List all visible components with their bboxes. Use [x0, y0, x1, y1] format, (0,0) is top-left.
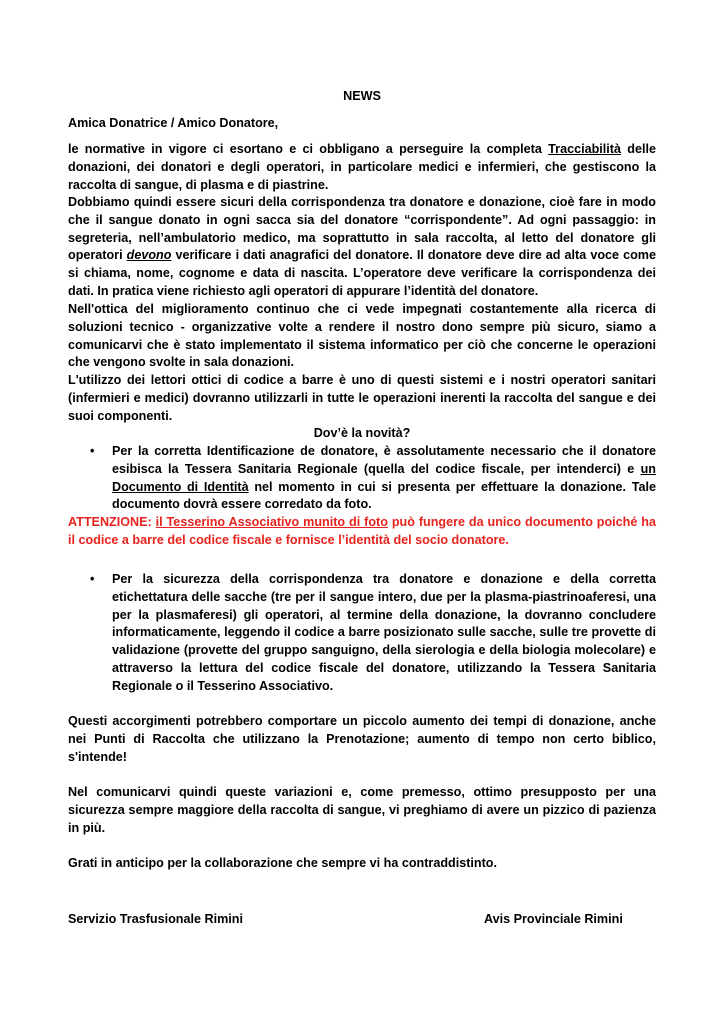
attention-label: ATTENZIONE: — [68, 515, 156, 529]
signature-avis: Avis Provinciale Rimini — [484, 912, 623, 926]
bullet-marker: • — [90, 444, 95, 458]
signature-trasfusionale: Servizio Trasfusionale Rimini — [68, 912, 243, 926]
identity-paragraph: Dobbiamo quindi essere sicuri della corrispondenza tra donatore e donazione, cioè fare in modo che il sangue donato in ogni sacca sia del donatore “corrispondente”. Ad ogni passaggio: in segreteria, nell’ambulatorio medico, ma soprattutto in sala raccolta, al letto del donatore gli operatori devono verificare i dati anagrafici del donatore. Il donatore deve dire ad alta voce come si chiama, nome, cognome e data di nascita. L’operatore deve verificare la corrispondenza dei dati. In pratica viene richiesto agli operatori di appurare l’identità del donatore. — [68, 195, 656, 298]
barcode-paragraph: L'utilizzo dei lettori ottici di codice a barre è uno di questi sistemi e i nostri operatori sanitari (infermieri e medici) dovranno utilizzarli in tutte le operazioni inerenti la raccolta del sangue e dei suoi componenti. — [68, 373, 656, 423]
bullet-identification: Per la corretta Identificazione de donatore, è assolutamente necessario che il donatore esibisca la Tessera Sanitaria Regionale (quella del codice fiscale, per intenderci) e un Documento di Identità nel momento in cui si presenta per effettuare la donazione. Tale documento dovrà essere corredato da foto. — [112, 444, 657, 512]
bullet-labelling: Per la sicurezza della corrispondenza tra donatore e donazione e della corretta etichettatura delle sacche (tre per il sangue intero, due per la plasma-piastrinoaferesi, una per la plasmaferesi) gli operatori, al termine della donazione, la dovranno concludere informaticamente, leggendo il codice a barre posizionato sulle sacche, sulle tre provette di validazione (provette del gruppo sanguigno, della sierologia e della biologia molecolare) e attraverso la lettura del codice fiscale del donatore, utilizzando la Tessera Sanitaria Regionale o il Tesserino Associativo. — [112, 572, 656, 693]
news-subheading: Dov’è la novità? — [313, 426, 411, 440]
documento-identita: un Documento di Identità — [112, 461, 656, 494]
intro-paragraph: le normative in vigore ci esortano e ci obbligano a perseguire la completa Tracciabilità delle donazioni, dei donatori e degli operatori, in particolare medici e infermieri, che gestiscono la raccolta di sangue, di plasma e di piastrine. — [68, 142, 656, 192]
bullet-marker: • — [90, 572, 95, 586]
news-title: NEWS — [343, 89, 381, 103]
salutation: Amica Donatrice / Amico Donatore, — [68, 116, 279, 130]
devono-emphasis: devono — [126, 248, 172, 263]
tracciabilita-term: Tracciabilità — [548, 142, 621, 156]
improvement-paragraph: Nell'ottica del miglioramento continuo che ci vede impegnati costantemente alla ricerca di soluzioni tecnico - organizzative volte a rendere il nostro dono sempre più sicuro, siamo a comunicarvi che è stato implementato il sistema informatico per ciò che concerne le operazioni che vengono svolte in sala donazioni. — [68, 302, 656, 370]
thanks-paragraph: Grati in anticipo per la collaborazione che sempre vi ha contraddistinto. — [68, 856, 497, 870]
tesserino-associativo: il Tesserino Associativo munito di foto — [155, 515, 388, 529]
patience-paragraph: Nel comunicarvi quindi queste variazioni e, come premesso, ottimo presupposto per una sicurezza sempre maggiore della raccolta di sangue, vi preghiamo di avere un pizzico di pazienza in più. — [68, 785, 656, 835]
attention-note: ATTENZIONE: il Tesserino Associativo munito di foto può fungere da unico documento poiché ha il codice a barre del codice fiscale e fornisce l’identità del socio donatore. — [68, 515, 656, 547]
timing-paragraph: Questi accorgimenti potrebbero comportare un piccolo aumento dei tempi di donazione, anche nei Punti di Raccolta che utilizzano la Prenotazione; aumento di tempo non certo biblico, s'intende! — [68, 714, 656, 764]
